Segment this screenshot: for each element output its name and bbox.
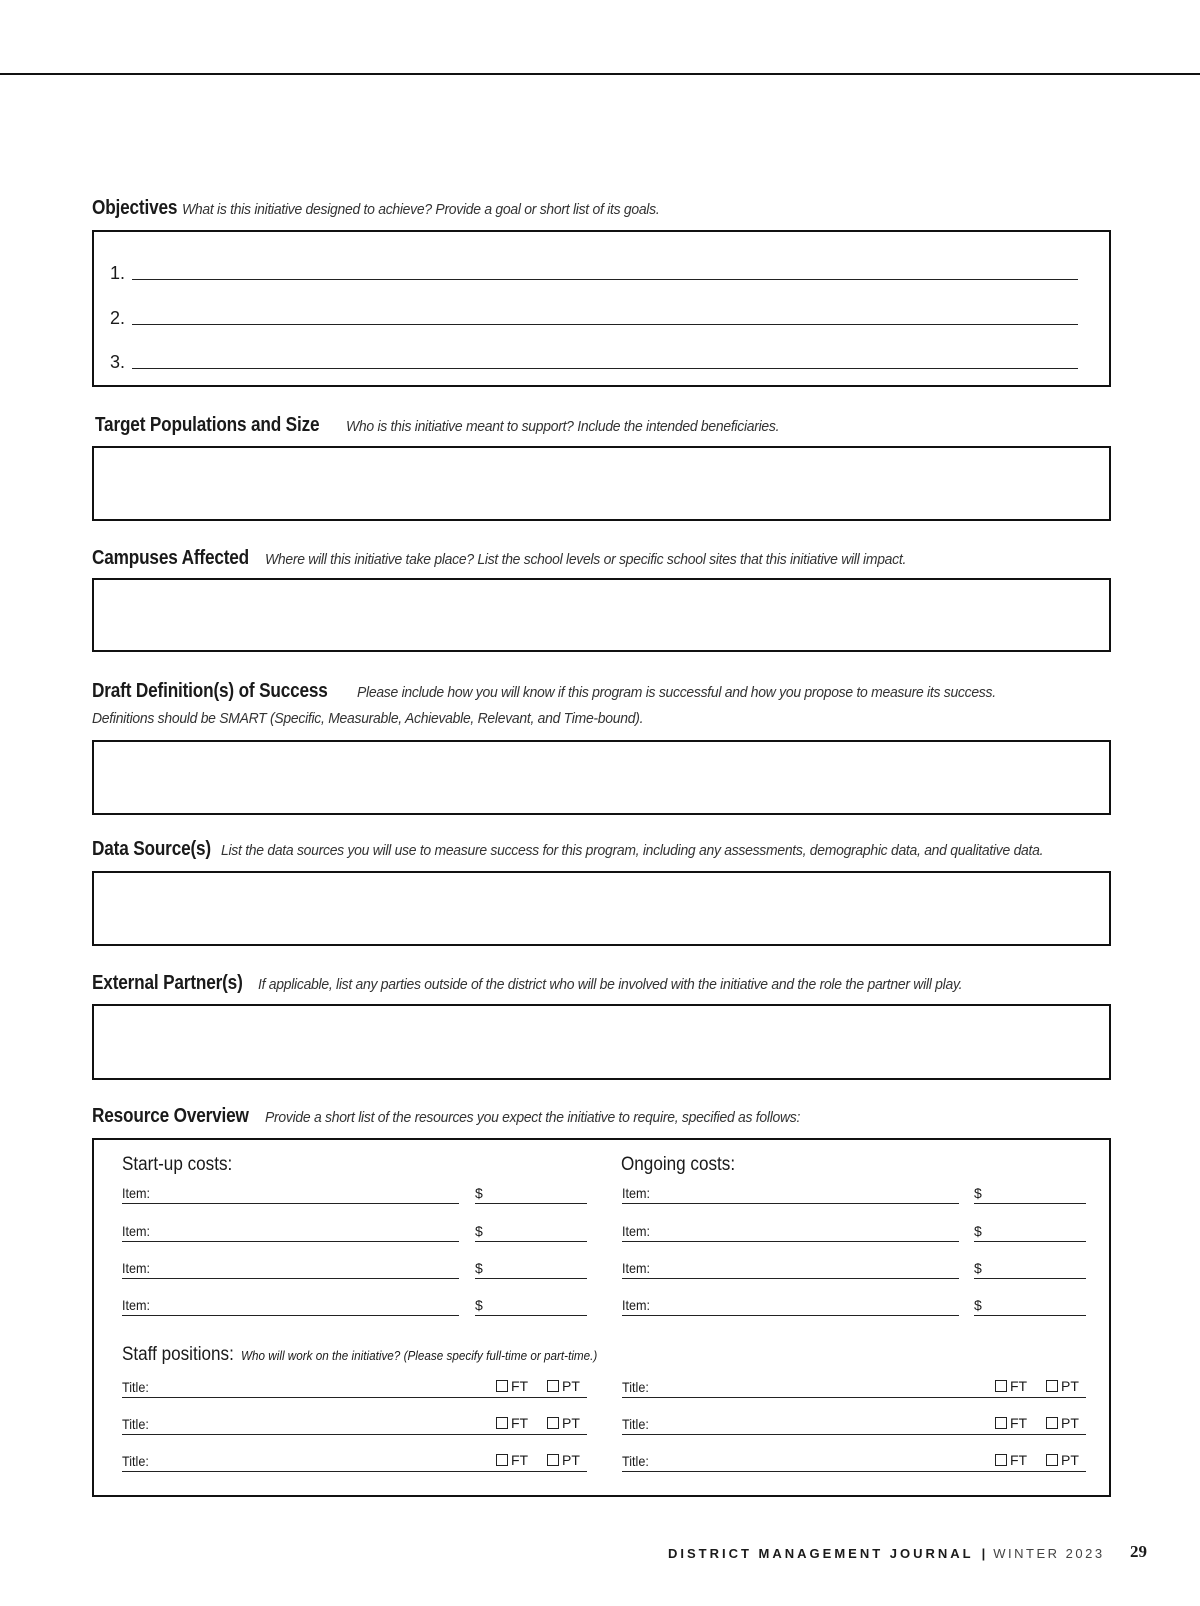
cost-item-field[interactable] (622, 1294, 959, 1316)
dollar-sign: $ (475, 1223, 483, 1239)
staff-title-field[interactable] (122, 1450, 587, 1472)
ft-label: FT (1010, 1378, 1028, 1394)
section-description: List the data sources you will use to measure success for this program, including any assessments, demographic data, and qualitative data. (220, 842, 1044, 859)
staff-title-field[interactable] (122, 1376, 587, 1398)
checkbox-icon[interactable] (547, 1454, 559, 1466)
staff-description: Who will work on the initiative? (Please specify full-time or part-time.) (240, 1348, 598, 1363)
checkbox-icon[interactable] (1046, 1380, 1058, 1392)
item-label: Item: (622, 1297, 651, 1313)
dollar-sign: $ (974, 1185, 982, 1201)
section-description: What is this initiative designed to achieve? Provide a goal or short list of its goals. (181, 201, 660, 218)
partners-heading (92, 972, 1015, 995)
cost-amount-field[interactable] (475, 1220, 587, 1242)
partners-box[interactable] (92, 1004, 1111, 1080)
issue-season: WINTER 2023 (993, 1546, 1105, 1561)
cost-amount-field[interactable] (974, 1294, 1086, 1316)
dollar-sign: $ (475, 1185, 483, 1201)
section-title: External Partner(s) (92, 972, 243, 994)
cost-item-field[interactable] (622, 1182, 959, 1204)
objective-line-3[interactable] (110, 341, 1078, 372)
section-title: Campuses Affected (92, 547, 250, 569)
pt-checkbox[interactable] (547, 1452, 580, 1468)
page-number: 29 (1130, 1542, 1147, 1561)
top-rule (0, 73, 1200, 75)
section-title: Draft Definition(s) of Success (92, 680, 328, 702)
title-label: Title: (122, 1379, 149, 1395)
item-label: Item: (622, 1260, 651, 1276)
ft-checkbox[interactable] (995, 1378, 1027, 1394)
dollar-sign: $ (475, 1297, 483, 1313)
pt-checkbox[interactable] (1046, 1452, 1079, 1468)
cost-amount-field[interactable] (475, 1257, 587, 1279)
checkbox-icon[interactable] (547, 1380, 559, 1392)
objective-number: 1. (110, 263, 126, 283)
cost-item-field[interactable] (122, 1220, 459, 1242)
title-label: Title: (622, 1379, 649, 1395)
pt-label: PT (1061, 1415, 1079, 1431)
pt-label: PT (1061, 1378, 1079, 1394)
pt-label: PT (562, 1378, 580, 1394)
section-description: If applicable, list any parties outside of the district who will be involved with the initiative and the role the partner will play. (257, 976, 962, 993)
page-footer (668, 1542, 1147, 1561)
staff-title-field[interactable] (122, 1413, 587, 1435)
ft-checkbox[interactable] (995, 1415, 1027, 1431)
item-label: Item: (122, 1260, 151, 1276)
pt-label: PT (1061, 1452, 1079, 1468)
objective-line-1[interactable] (110, 252, 1078, 283)
dollar-sign: $ (974, 1260, 982, 1276)
cost-amount-field[interactable] (974, 1182, 1086, 1204)
data-sources-box[interactable] (92, 871, 1111, 946)
objectives-heading (92, 197, 695, 220)
ft-checkbox[interactable] (496, 1415, 528, 1431)
journal-name: DISTRICT MANAGEMENT JOURNAL (668, 1546, 974, 1561)
section-title: Data Source(s) (92, 838, 211, 860)
checkbox-icon[interactable] (496, 1380, 508, 1392)
ongoing-costs-title: Ongoing costs: (621, 1154, 736, 1175)
objective-number: 2. (110, 308, 126, 328)
objective-line-2[interactable] (110, 297, 1078, 328)
title-label: Title: (622, 1416, 649, 1432)
resources-heading (92, 1105, 840, 1128)
section-description: Who is this initiative meant to support? Include the intended beneficiaries. (346, 418, 780, 435)
item-label: Item: (122, 1223, 151, 1239)
pt-checkbox[interactable] (547, 1378, 580, 1394)
checkbox-icon[interactable] (496, 1454, 508, 1466)
section-title: Target Populations and Size (95, 414, 320, 436)
ft-label: FT (511, 1415, 529, 1431)
title-label: Title: (622, 1453, 649, 1469)
ft-checkbox[interactable] (995, 1452, 1027, 1468)
cost-item-field[interactable] (122, 1294, 459, 1316)
cost-item-field[interactable] (122, 1182, 459, 1204)
cost-amount-field[interactable] (974, 1257, 1086, 1279)
section-title: Resource Overview (92, 1105, 249, 1127)
item-label: Item: (122, 1185, 151, 1201)
section-title: Objectives (92, 197, 178, 219)
ft-checkbox[interactable] (496, 1452, 528, 1468)
checkbox-icon[interactable] (496, 1417, 508, 1429)
data-sources-heading (92, 838, 1105, 861)
staff-title: Staff positions: (122, 1344, 234, 1365)
staff-title-field[interactable] (622, 1376, 1086, 1398)
ft-label: FT (1010, 1415, 1028, 1431)
target-box[interactable] (92, 446, 1111, 521)
pt-checkbox[interactable] (1046, 1378, 1079, 1394)
dollar-sign: $ (475, 1260, 483, 1276)
pt-checkbox[interactable] (547, 1415, 580, 1431)
dollar-sign: $ (974, 1297, 982, 1313)
checkbox-icon[interactable] (995, 1417, 1007, 1429)
success-heading (92, 680, 1043, 703)
checkbox-icon[interactable] (995, 1380, 1007, 1392)
staff-title-field[interactable] (622, 1450, 1086, 1472)
success-description-2: Definitions should be SMART (Specific, Measurable, Achievable, Relevant, and Time-bound). (92, 710, 644, 727)
staff-positions-heading (122, 1344, 637, 1366)
item-label: Item: (122, 1297, 151, 1313)
resources-box (92, 1138, 1111, 1497)
ft-label: FT (511, 1378, 529, 1394)
cost-amount-field[interactable] (974, 1220, 1086, 1242)
footer-separator: | (981, 1546, 986, 1561)
pt-checkbox[interactable] (1046, 1415, 1079, 1431)
checkbox-icon[interactable] (1046, 1454, 1058, 1466)
objectives-box[interactable] (92, 230, 1111, 387)
staff-title-field[interactable] (622, 1413, 1086, 1435)
target-heading (95, 414, 812, 437)
item-label: Item: (622, 1223, 651, 1239)
section-description: Provide a short list of the resources you expect the initiative to require, specified as follows: (264, 1109, 800, 1126)
ft-checkbox[interactable] (496, 1378, 528, 1394)
cost-item-field[interactable] (622, 1220, 959, 1242)
ft-label: FT (511, 1452, 529, 1468)
startup-costs-title: Start-up costs: (122, 1154, 233, 1175)
checkbox-icon[interactable] (547, 1417, 559, 1429)
checkbox-icon[interactable] (995, 1454, 1007, 1466)
dollar-sign: $ (974, 1223, 982, 1239)
success-box[interactable] (92, 740, 1111, 815)
campuses-box[interactable] (92, 578, 1111, 652)
pt-label: PT (562, 1452, 580, 1468)
campuses-heading (92, 547, 954, 570)
objective-number: 3. (110, 352, 126, 372)
pt-label: PT (562, 1415, 580, 1431)
item-label: Item: (622, 1185, 651, 1201)
cost-item-field[interactable] (122, 1257, 459, 1279)
title-label: Title: (122, 1453, 149, 1469)
cost-item-field[interactable] (622, 1257, 959, 1279)
cost-amount-field[interactable] (475, 1294, 587, 1316)
checkbox-icon[interactable] (1046, 1417, 1058, 1429)
cost-amount-field[interactable] (475, 1182, 587, 1204)
ft-label: FT (1010, 1452, 1028, 1468)
section-description: Please include how you will know if this program is successful and how you propose to measure its success. (356, 684, 996, 701)
section-description: Where will this initiative take place? List the school levels or specific school sites that this initiative will impact. (265, 551, 907, 568)
title-label: Title: (122, 1416, 149, 1432)
